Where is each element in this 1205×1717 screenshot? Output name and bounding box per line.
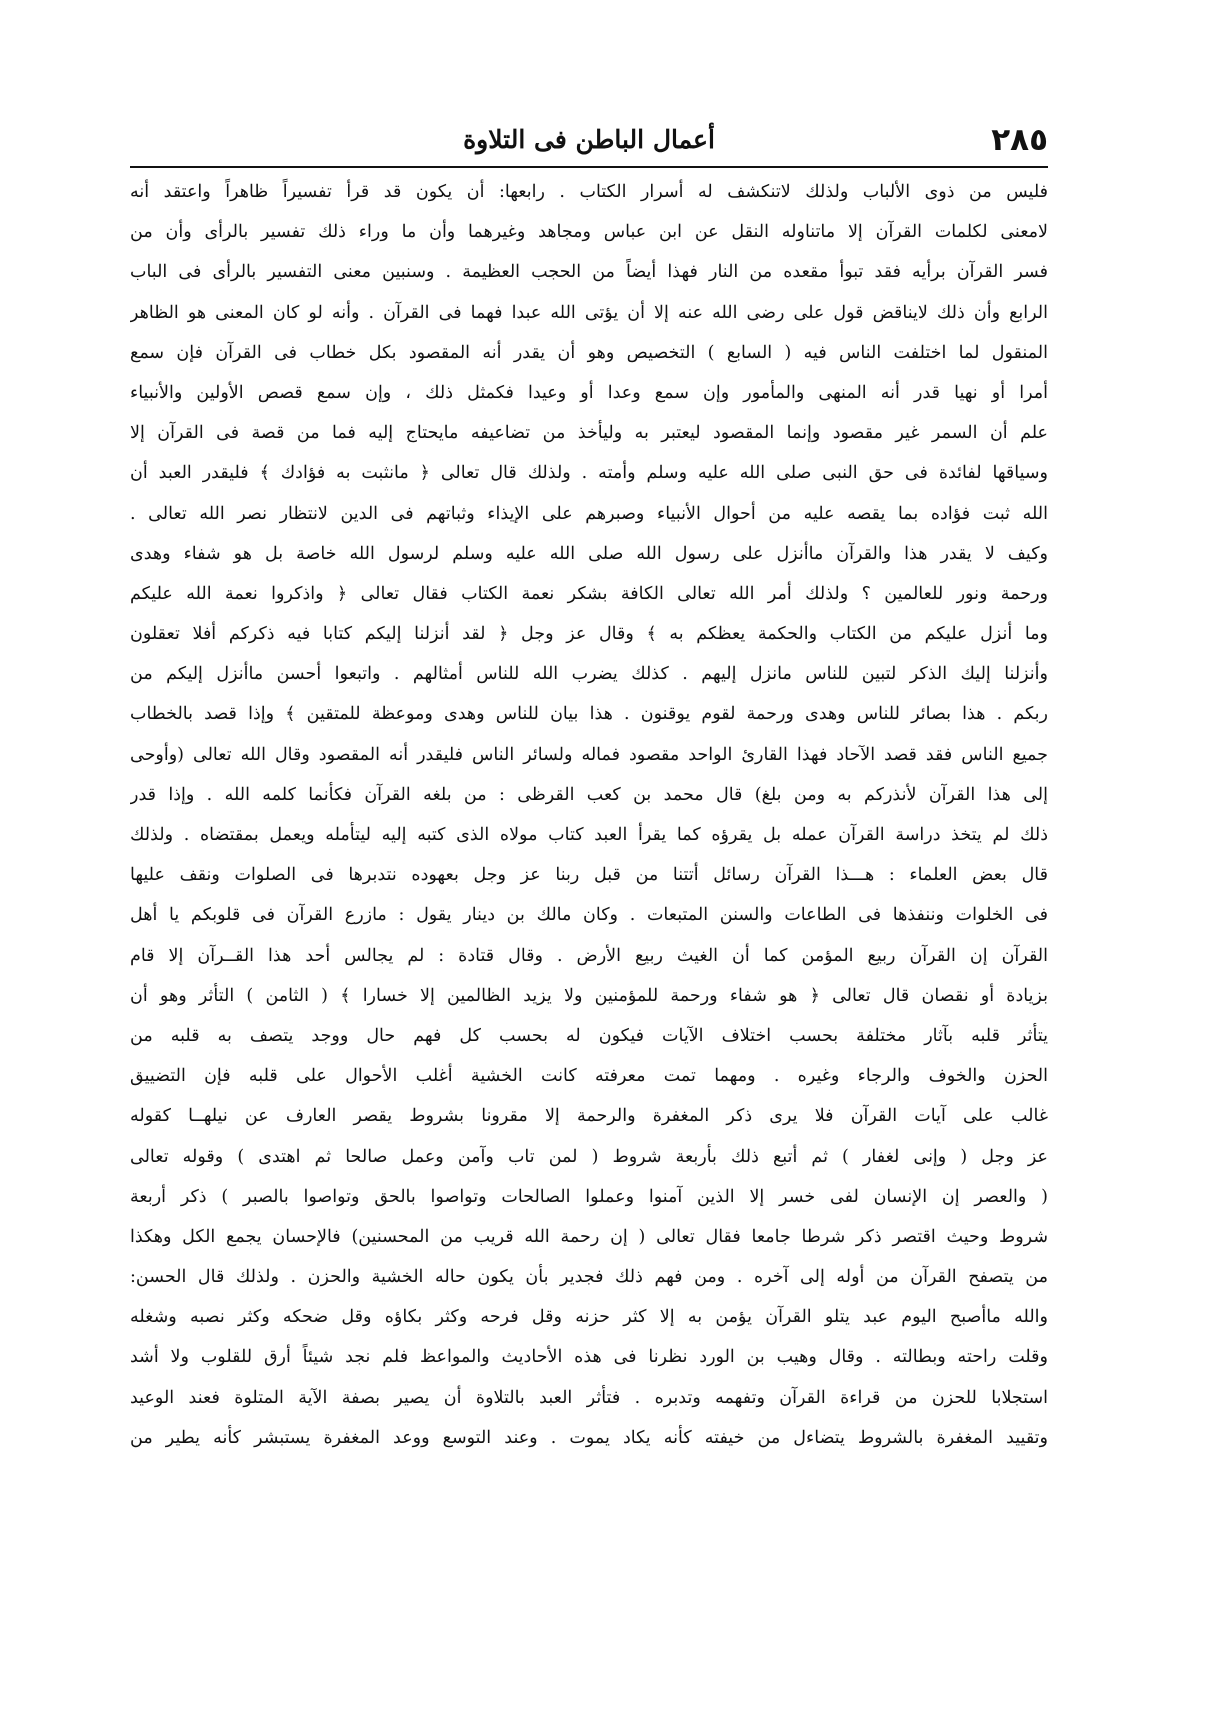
text-line: فسر القرآن برأيه فقد تبوأ مقعده من النار فهذا أيضاً من الحجب العظيمة . وسنبين معنى التفسير بالرأى فى الباب [130, 262, 1048, 283]
text-line: فليس من ذوى الألباب ولذلك لاتنكشف له أسرار الكتاب . رابعها: أن يكون قد قرأ تفسيراً ظاهراً واعتقد أنه [130, 182, 1048, 202]
page-number: ٢٨٥ [991, 122, 1048, 158]
text-line: المنقول لما اختلفت الناس فيه ( السابع ) التخصيص وهو أن يقدر أنه المقصود بكل خطاب فى القرآن فإن سمع [130, 342, 1048, 363]
text-line: ( والعصر إن الإنسان لفى خسر إلا الذين آمنوا وعملوا الصالحات وتواصوا بالحق وتواصوا بالصبر ) ذكر أربعة [130, 1186, 1048, 1207]
text-line: القرآن إن القرآن ربيع المؤمن كما أن الغيث ربيع الأرض . وقال قتادة : لم يجالس أحد هذا القــرآن إلا قام [130, 945, 1048, 966]
text-line: وكيف لا يقدر هذا والقرآن ماأنزل على رسول الله صلى الله عليه وسلم لرسول الله خاصة بل هو شفاء وهدى [130, 543, 1048, 564]
text-line: الحزن والخوف والرجاء وغيره . ومهما تمت معرفته كانت الخشية أغلب الأحوال على قلبه فإن التضييق [130, 1066, 1048, 1087]
text-line: الرابع وأن ذلك لايناقض قول على رضى الله عنه إلا أن يؤتى الله عبدا فهما فى القرآن . وأنه لو كان المعنى هو الظاهر [130, 302, 1048, 323]
text-line: وأنزلنا إليك الذكر لتبين للناس مانزل إليهم . كذلك يضرب الله للناس أمثالهم . واتبعوا أحسن ماأنزل إليكم من [130, 664, 1048, 685]
text-line: وتقييد المغفرة بالشروط يتضاءل من خيفته كأنه يكاد يموت . وعند التوسع ووعد المغفرة يستبشر كأنه يطير من [130, 1427, 1048, 1448]
text-line: وقلت راحته وبطالته . وقال وهيب بن الورد نظرنا فى هذه الأحاديث والمواعظ فلم نجد شيئاً أرق للقلوب ولا أشد [130, 1347, 1048, 1368]
text-line: أمرا أو نهيا قدر أنه المنهى والمأمور وإن سمع وعدا أو وعيدا فكمثل ذلك ، وإن سمع قصص الأولين والأنبياء [130, 382, 1048, 403]
text-line: جميع الناس فقد قصد الآحاد فهذا القارئ الواحد مقصود فماله ولسائر الناس فليقدر أنه المقصود وقال الله تعالى (وأوحى [130, 744, 1048, 765]
text-line: فى الخلوات وننفذها فى الطاعات والسنن المتبعات . وكان مالك بن دينار يقول : مازرع القرآن فى قلوبكم يا أهل [130, 905, 1048, 926]
text-line: قال بعض العلماء : هـــذا القرآن رسائل أتتنا من قبل ربنا عز وجل بعهوده نتدبرها فى الصلوات ونقف عليها [130, 865, 1048, 886]
text-line: ربكم . هذا بصائر للناس وهدى ورحمة لقوم يوقنون . هذا بيان للناس وهدى وموعظة للمتقين ﴾ وإذا قصد بالخطاب [130, 704, 1048, 725]
text-line: علم أن السمر غير مقصود وإنما المقصود ليعتبر به وليأخذ من تضاعيفه مايحتاج إليه فما من قصة فى القرآن إلا [130, 423, 1048, 444]
text-line: إلى هذا القرآن لأنذركم به ومن بلغ) قال محمد بن كعب القرظى : من بلغه القرآن فكأنما كلمه الله . وإذا قدر [130, 784, 1048, 805]
text-line: استجلابا للحزن من قراءة القرآن وتفهمه وتدبره . فتأثر العبد بالتلاوة أن يصير بصفة الآية المتلوة فعند الوعيد [130, 1387, 1048, 1408]
text-line: لامعنى لكلمات القرآن إلا ماتناوله النقل عن ابن عباس ومجاهد وغيرهما وأن ما وراء ذلك تفسير بالرأى وأن من [130, 222, 1048, 243]
text-line: وما أنزل عليكم من الكتاب والحكمة يعظكم به ﴾ وقال عز وجل ﴿ لقد أنزلنا إليكم كتابا فيه ذكركم أفلا تعقلون [130, 624, 1048, 645]
text-line: شروط وحيث اقتصر ذكر شرطا جامعا فقال تعالى ( إن رحمة الله قريب من المحسنين) فالإحسان يجمع الكل وهكذا [130, 1226, 1048, 1247]
text-line: ذلك لم يتخذ دراسة القرآن عمله بل يقرؤه كما يقرأ العبد كتاب مولاه الذى كتبه إليه ليتأمله ويعمل بمقتضاه . ولذلك [130, 825, 1048, 845]
body-text [130, 172, 1048, 1692]
text-line: والله ماأصبح اليوم عبد يتلو القرآن يؤمن به إلا كثر حزنه وقل فرحه وكثر بكاؤه وقل ضحكه وكثر نصبه وشغله [130, 1307, 1048, 1328]
text-line: من يتصفح القرآن من أوله إلى آخره . ومن فهم ذلك فجدير بأن يكون حاله الخشية والحزن . ولذلك قال الحسن: [130, 1267, 1048, 1288]
text-line: وسياقها لفائدة فى حق النبى صلى الله عليه وسلم وأمته . ولذلك قال تعالى ﴿ مانثبت به فؤادك ﴾ فليقدر العبد أن [130, 463, 1048, 484]
text-line: ورحمة ونور للعالمين ؟ ولذلك أمر الله تعالى الكافة بشكر نعمة الكتاب فقال تعالى ﴿ واذكروا نعمة الله عليكم [130, 583, 1048, 604]
text-line: الله ثبت فؤاده بما يقصه عليه من أحوال الأنبياء وصبرهم على الإيذاء وثباتهم فى الدين لانتظار نصر الله تعالى . [130, 503, 1048, 524]
text-line: عز وجل ( وإنى لغفار ) ثم أتبع ذلك بأربعة شروط ( لمن تاب وآمن وعمل صالحا ثم اهتدى ) وقوله تعالى [130, 1146, 1048, 1167]
text-line: غالب على آيات القرآن فلا يرى ذكر المغفرة والرحمة إلا مقرونا بشروط يقصر العارف عن نيلهــا كقوله [130, 1106, 1048, 1127]
header-rule [130, 166, 1048, 168]
text-line: بزيادة أو نقصان قال تعالى ﴿ هو شفاء ورحمة للمؤمنين ولا يزيد الظالمين إلا خسارا ﴾ ( الثامن ) التأثر وهو أن [130, 985, 1048, 1006]
page-header [130, 118, 1048, 168]
text-line: يتأثر قلبه بآثار مختلفة بحسب اختلاف الآيات فيكون له بحسب كل فهم حال ووجد يتصف به قلبه من [130, 1025, 1048, 1046]
running-head: أعمال الباطن فى التلاوة [463, 125, 715, 154]
